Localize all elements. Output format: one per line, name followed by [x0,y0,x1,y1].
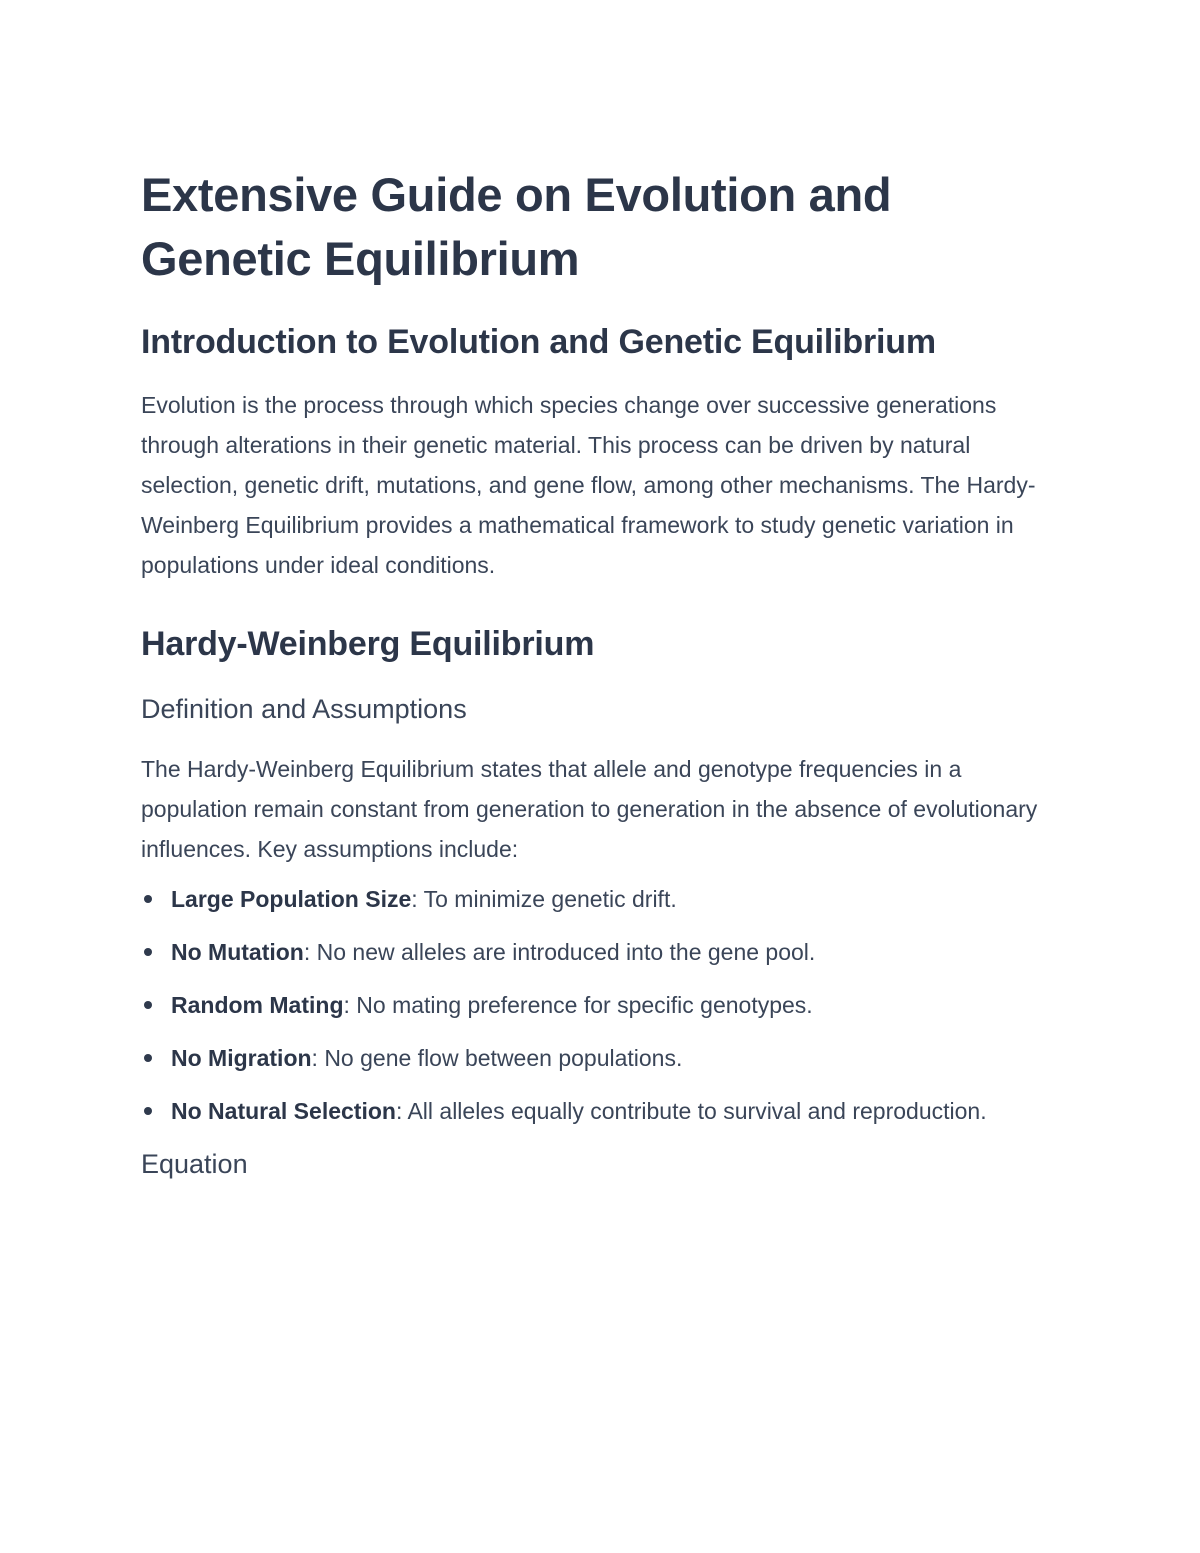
document-page [141,163,1066,1184]
assumption-term: Random Mating [171,992,344,1018]
intro-paragraph: Evolution is the process through which species change over successive generations through alterations in their genetic material. This process can be driven by natural selection, genetic drift, mutations, and gene flow, among other mechanisms. The Hardy-Weinberg Equilibrium provides a mathematical framework to study genetic variation in populations under ideal conditions. [141,392,1036,578]
assumption-text: : All alleles equally contribute to survival and reproduction. [395,1098,987,1124]
assumption-text: : To minimize genetic drift. [411,886,677,912]
assumption-term: No Natural Selection [171,1098,396,1124]
bullet-icon [144,948,152,956]
bullet-icon [144,1107,152,1115]
assumption-text: : No new alleles are introduced into the gene pool. [303,939,816,965]
intro-heading: Introduction to Evolution and Genetic Equilibrium [141,323,936,361]
assumption-term: No Migration [171,1045,312,1071]
assumption-term: No Mutation [171,939,304,965]
equation-heading: Equation [141,1149,248,1179]
list-item [141,1038,1066,1078]
assumption-text: : No gene flow between populations. [311,1045,683,1071]
list-item [141,985,1066,1025]
list-item [141,932,1066,972]
assumption-text: : No mating preference for specific genotypes. [343,992,813,1018]
assumptions-list [141,879,1066,1131]
definition-paragraph: The Hardy-Weinberg Equilibrium states that allele and genotype frequencies in a population remain constant from generation to generation in the absence of evolutionary influences. Key assumptions include: [141,756,1038,862]
list-item [141,1091,1066,1131]
hardy-weinberg-heading: Hardy-Weinberg Equilibrium [141,625,595,663]
bullet-icon [144,1001,152,1009]
bullet-icon [144,895,152,903]
list-item [141,879,1066,919]
definition-heading: Definition and Assumptions [141,694,467,724]
assumption-term: Large Population Size [171,886,412,912]
document-title: Extensive Guide on Evolution and Genetic Equilibrium [141,168,892,285]
bullet-icon [144,1054,152,1062]
